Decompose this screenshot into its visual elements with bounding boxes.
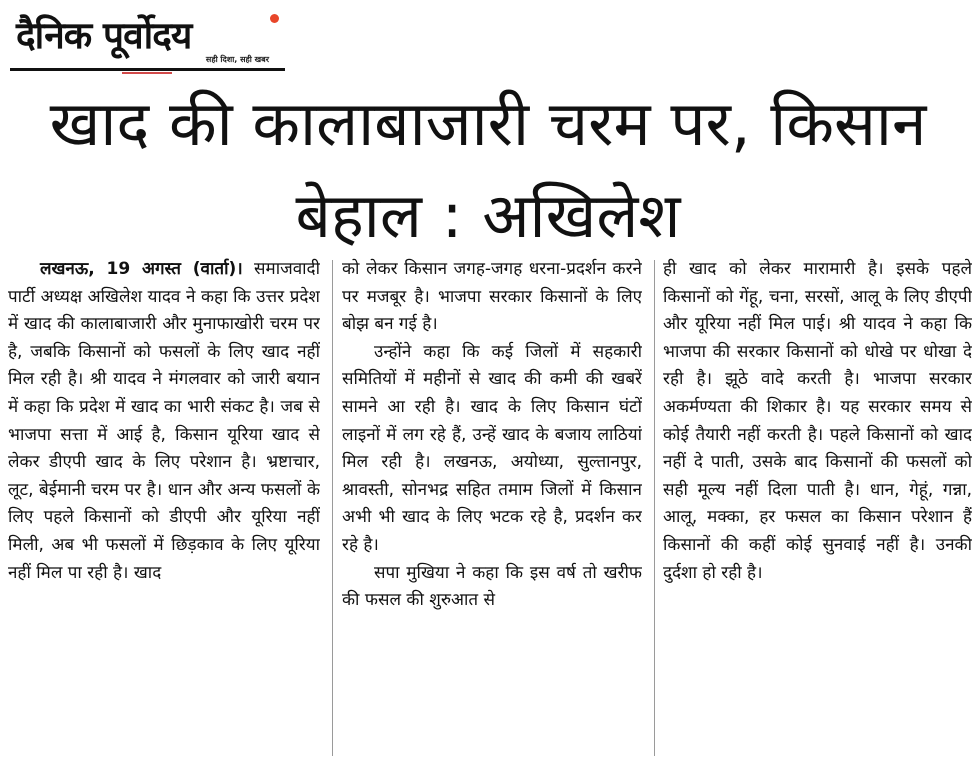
masthead-underline: [10, 68, 285, 71]
paragraph-text: समाजवादी पार्टी अध्यक्ष अखिलेश यादव ने कहा कि उत्तर प्रदेश में खाद की कालाबाजारी और मुनाफाखोरी चरम पर है, जबकि किसानों को फसलों के लिए खाद नहीं मिल रही है। श्री यादव ने मंगलवार को जारी बयान में कहा कि प्रदेश में खाद का भारी संकट है। जब से भाजपा सत्ता में आई है, किसान यूरिया खाद से लेकर डीएपी खाद के लिए परेशान है। भ्रष्टाचार, लूट, बेईमानी चरम पर है। धान और अन्य फसलों के लिए पहले किसानों को डीएपी और यूरिया नहीं मिली, अब भी फसलों में छिड़काव के लिए यूरिया नहीं मिल पा रही है। खाद: [8, 259, 320, 583]
newspaper-tagline: सही दिशा, सही खबर: [205, 55, 269, 64]
masthead-accent-line: [122, 72, 172, 74]
masthead: [10, 6, 285, 72]
column-divider: [654, 260, 655, 756]
article-paragraph: सपा मुखिया ने कहा कि इस वर्ष तो खरीफ की फसल की शुरुआत से: [342, 562, 642, 611]
article-body: [8, 256, 972, 760]
article-paragraph: को लेकर किसान जगह-जगह धरना-प्रदर्शन करने पर मजबूर है। भाजपा सरकार किसानों के लिए बोझ बन गई है।: [342, 259, 642, 335]
article-headline: खाद की कालाबाजारी चरम पर, किसान बेहाल : अखिलेश: [49, 87, 927, 252]
article-column-1: [8, 256, 320, 760]
article-paragraph: ही खाद को लेकर मारामारी है। इसके पहले किसानों को गेंहू, चना, सरसों, आलू के लिए डीएपी और यूरिया नहीं मिल पाई। श्री यादव ने कहा कि भाजपा की सरकार किसानों को धोखे पर धोखा दे रही है। झूठे वादे करती है। भाजपा सरकार अकर्मण्यता की शिकार है। यह सरकार समय से कोई तैयारी नहीं करती है। पहले किसानों को खाद नहीं दे पाती, उसके बाद किसानों की फसलों को सही मूल्य नहीं दिला पाती है। धान, गेहूं, गन्ना, आलू, मक्का, हर फसल का किसान परेशान हैं किसानों की कहीं कोई सुनवाई नहीं है। उनकी दुर्दशा हो रही है।: [663, 259, 972, 583]
article-column-3: [663, 256, 972, 760]
newspaper-logo: दैनिक पूर्वोदय: [16, 14, 192, 57]
article-paragraph: उन्होंने कहा कि कई जिलों में सहकारी समितियों में महीनों से खाद की कमी की खबरें सामने आ रही है। खाद के लिए किसान घंटों लाइनों में लग रहे हैं, उन्हें खाद के बजाय लाठियां मिल रही है। लखनऊ, अयोध्या, सुल्तानपुर, श्रावस्ती, सोनभद्र सहित तमाम जिलों में किसान अभी भी खाद के लिए भटक रहे है, प्रदर्शन कर रहे है।: [342, 341, 642, 555]
article-column-2: [342, 256, 642, 760]
article-paragraph: [8, 256, 320, 587]
logo-dot-icon: [270, 14, 279, 23]
column-divider: [332, 260, 333, 756]
dateline: लखनऊ, 19 अगस्त (वार्ता)।: [40, 259, 243, 279]
